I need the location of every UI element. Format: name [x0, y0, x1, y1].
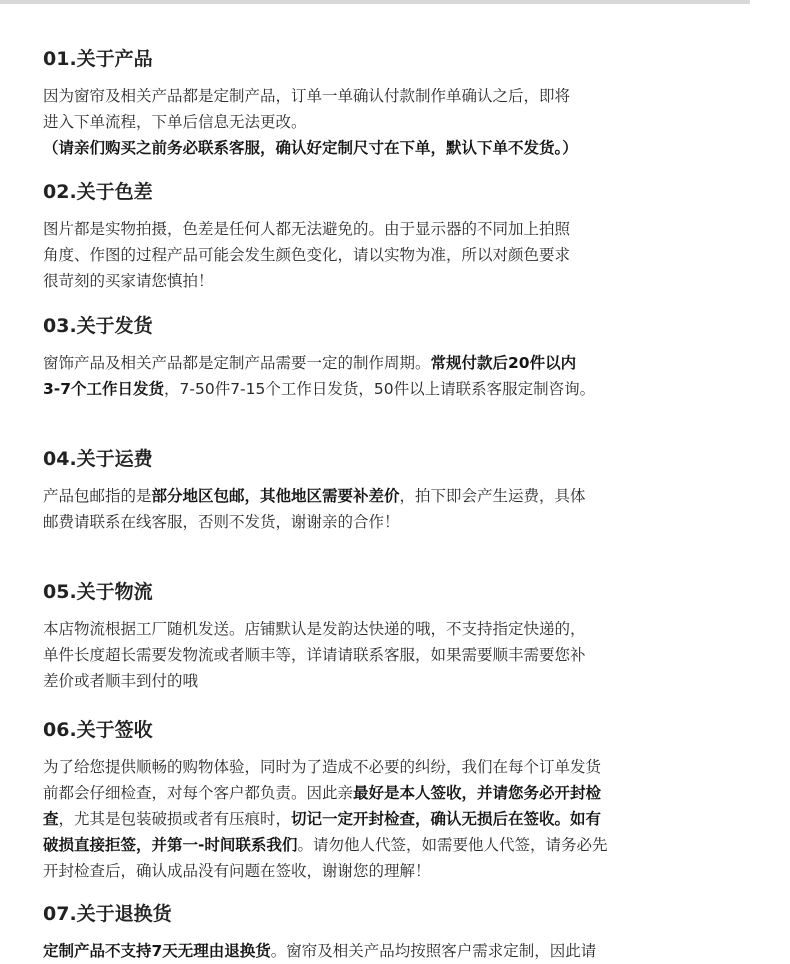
text-segment: 进入下单流程，下单后信息无法更改。 [43, 113, 307, 131]
text-segment: 产品包邮指的是 [43, 487, 152, 505]
section-heading: 05.关于物流 [43, 581, 153, 603]
section-heading: 02.关于色差 [43, 181, 153, 203]
bold-text-segment: 部分地区包邮，其他地区需要补差价 [151, 487, 400, 505]
text-segment: 单件长度超长需要发物流或者顺丰等，详请请联系客服，如果需要顺丰需要您补 [43, 646, 586, 664]
text-segment: 图片都是实物拍摄，色差是任何人都无法避免的。由于显示器的不同加上拍照 [43, 220, 571, 238]
text-line [43, 780, 753, 806]
section-logistics [43, 579, 753, 694]
text-line [43, 242, 753, 268]
text-segment: 为了给您提供顺畅的购物体验，同时为了造成不必要的纠纷，我们在每个订单发货 [43, 758, 602, 776]
section-heading: 01.关于产品 [43, 48, 153, 70]
text-line [43, 642, 753, 668]
text-line [43, 668, 753, 694]
section-heading: 07.关于退换货 [43, 903, 172, 925]
bold-text-segment: 查 [43, 810, 59, 828]
section-body [43, 754, 753, 884]
bold-text-segment: 3-7个工作日发货 [43, 380, 165, 398]
text-segment: ，7-50件7-15个工作日发货，50件以上请联系客服定制咨询。 [164, 380, 596, 398]
text-segment: 开封检查后，确认成品没有问题在签收，谢谢您的理解！ [43, 862, 431, 880]
section-body [43, 350, 753, 402]
section-heading: 06.关于签收 [43, 719, 153, 741]
text-line [43, 858, 753, 884]
bold-text-segment: 破损直接拒签，并第一-时间联系我们 [43, 836, 298, 854]
section-returns [43, 901, 753, 964]
text-line [43, 806, 753, 832]
text-segment: 很苛刻的买家请您慎拍！ [43, 272, 214, 290]
section-heading: 03.关于发货 [43, 315, 153, 337]
bold-text-segment: 切记一定开封检查，确认无损后在签收。如有 [291, 810, 602, 828]
text-line [43, 483, 753, 509]
text-line [43, 135, 753, 161]
section-body [43, 938, 753, 964]
section-shipping [43, 313, 753, 402]
text-line [43, 938, 753, 964]
text-segment: 角度、作图的过程产品可能会发生颜色变化，请以实物为准，所以对颜色要求 [43, 246, 571, 264]
text-segment: 窗饰产品及相关产品都是定制产品需要一定的制作周期。 [43, 354, 431, 372]
bold-text-segment: 最好是本人签收，并请您务必开封检 [353, 784, 602, 802]
bold-text-segment: （请亲们购买之前务必联系客服，确认好定制尺寸在下单，默认下单不发货。） [43, 139, 578, 157]
section-color-difference [43, 179, 753, 294]
text-segment: 前都会仔细检查，对每个客户都负责。因此亲 [43, 784, 354, 802]
section-body [43, 616, 753, 694]
top-divider [0, 0, 750, 4]
text-line [43, 376, 753, 402]
text-segment: 本店物流根据工厂随机发送。店铺默认是发韵达快递的哦，不支持指定快递的， [43, 620, 586, 638]
text-segment: 。请勿他人代签，如需要他人代签，请务必先 [297, 836, 608, 854]
section-product [43, 46, 753, 161]
section-body [43, 83, 753, 161]
text-line [43, 509, 753, 535]
text-segment: ，拍下即会产生运费，具体 [399, 487, 586, 505]
text-segment: 因为窗帘及相关产品都是定制产品，订单一单确认付款制作单确认之后，即将 [43, 87, 571, 105]
text-line [43, 832, 753, 858]
text-line [43, 268, 753, 294]
text-line [43, 350, 753, 376]
bold-text-segment: 常规付款后20件以内 [430, 354, 577, 372]
section-heading: 04.关于运费 [43, 448, 153, 470]
section-body [43, 483, 753, 535]
text-segment: ，尤其是包装破损或者有压痕时， [58, 810, 292, 828]
text-line [43, 83, 753, 109]
section-receipt [43, 717, 753, 884]
text-line [43, 754, 753, 780]
text-line [43, 216, 753, 242]
text-segment: 差价或者顺丰到付的哦 [43, 672, 199, 690]
bold-text-segment: 定制产品不支持7天无理由退换货 [43, 942, 271, 960]
text-segment: 。窗帘及相关产品均按照客户需求定制，因此请 [270, 942, 597, 960]
text-line [43, 109, 753, 135]
section-body [43, 216, 753, 294]
text-line [43, 616, 753, 642]
section-freight [43, 446, 753, 535]
text-segment: 邮费请联系在线客服，否则不发货，谢谢亲的合作！ [43, 513, 400, 531]
